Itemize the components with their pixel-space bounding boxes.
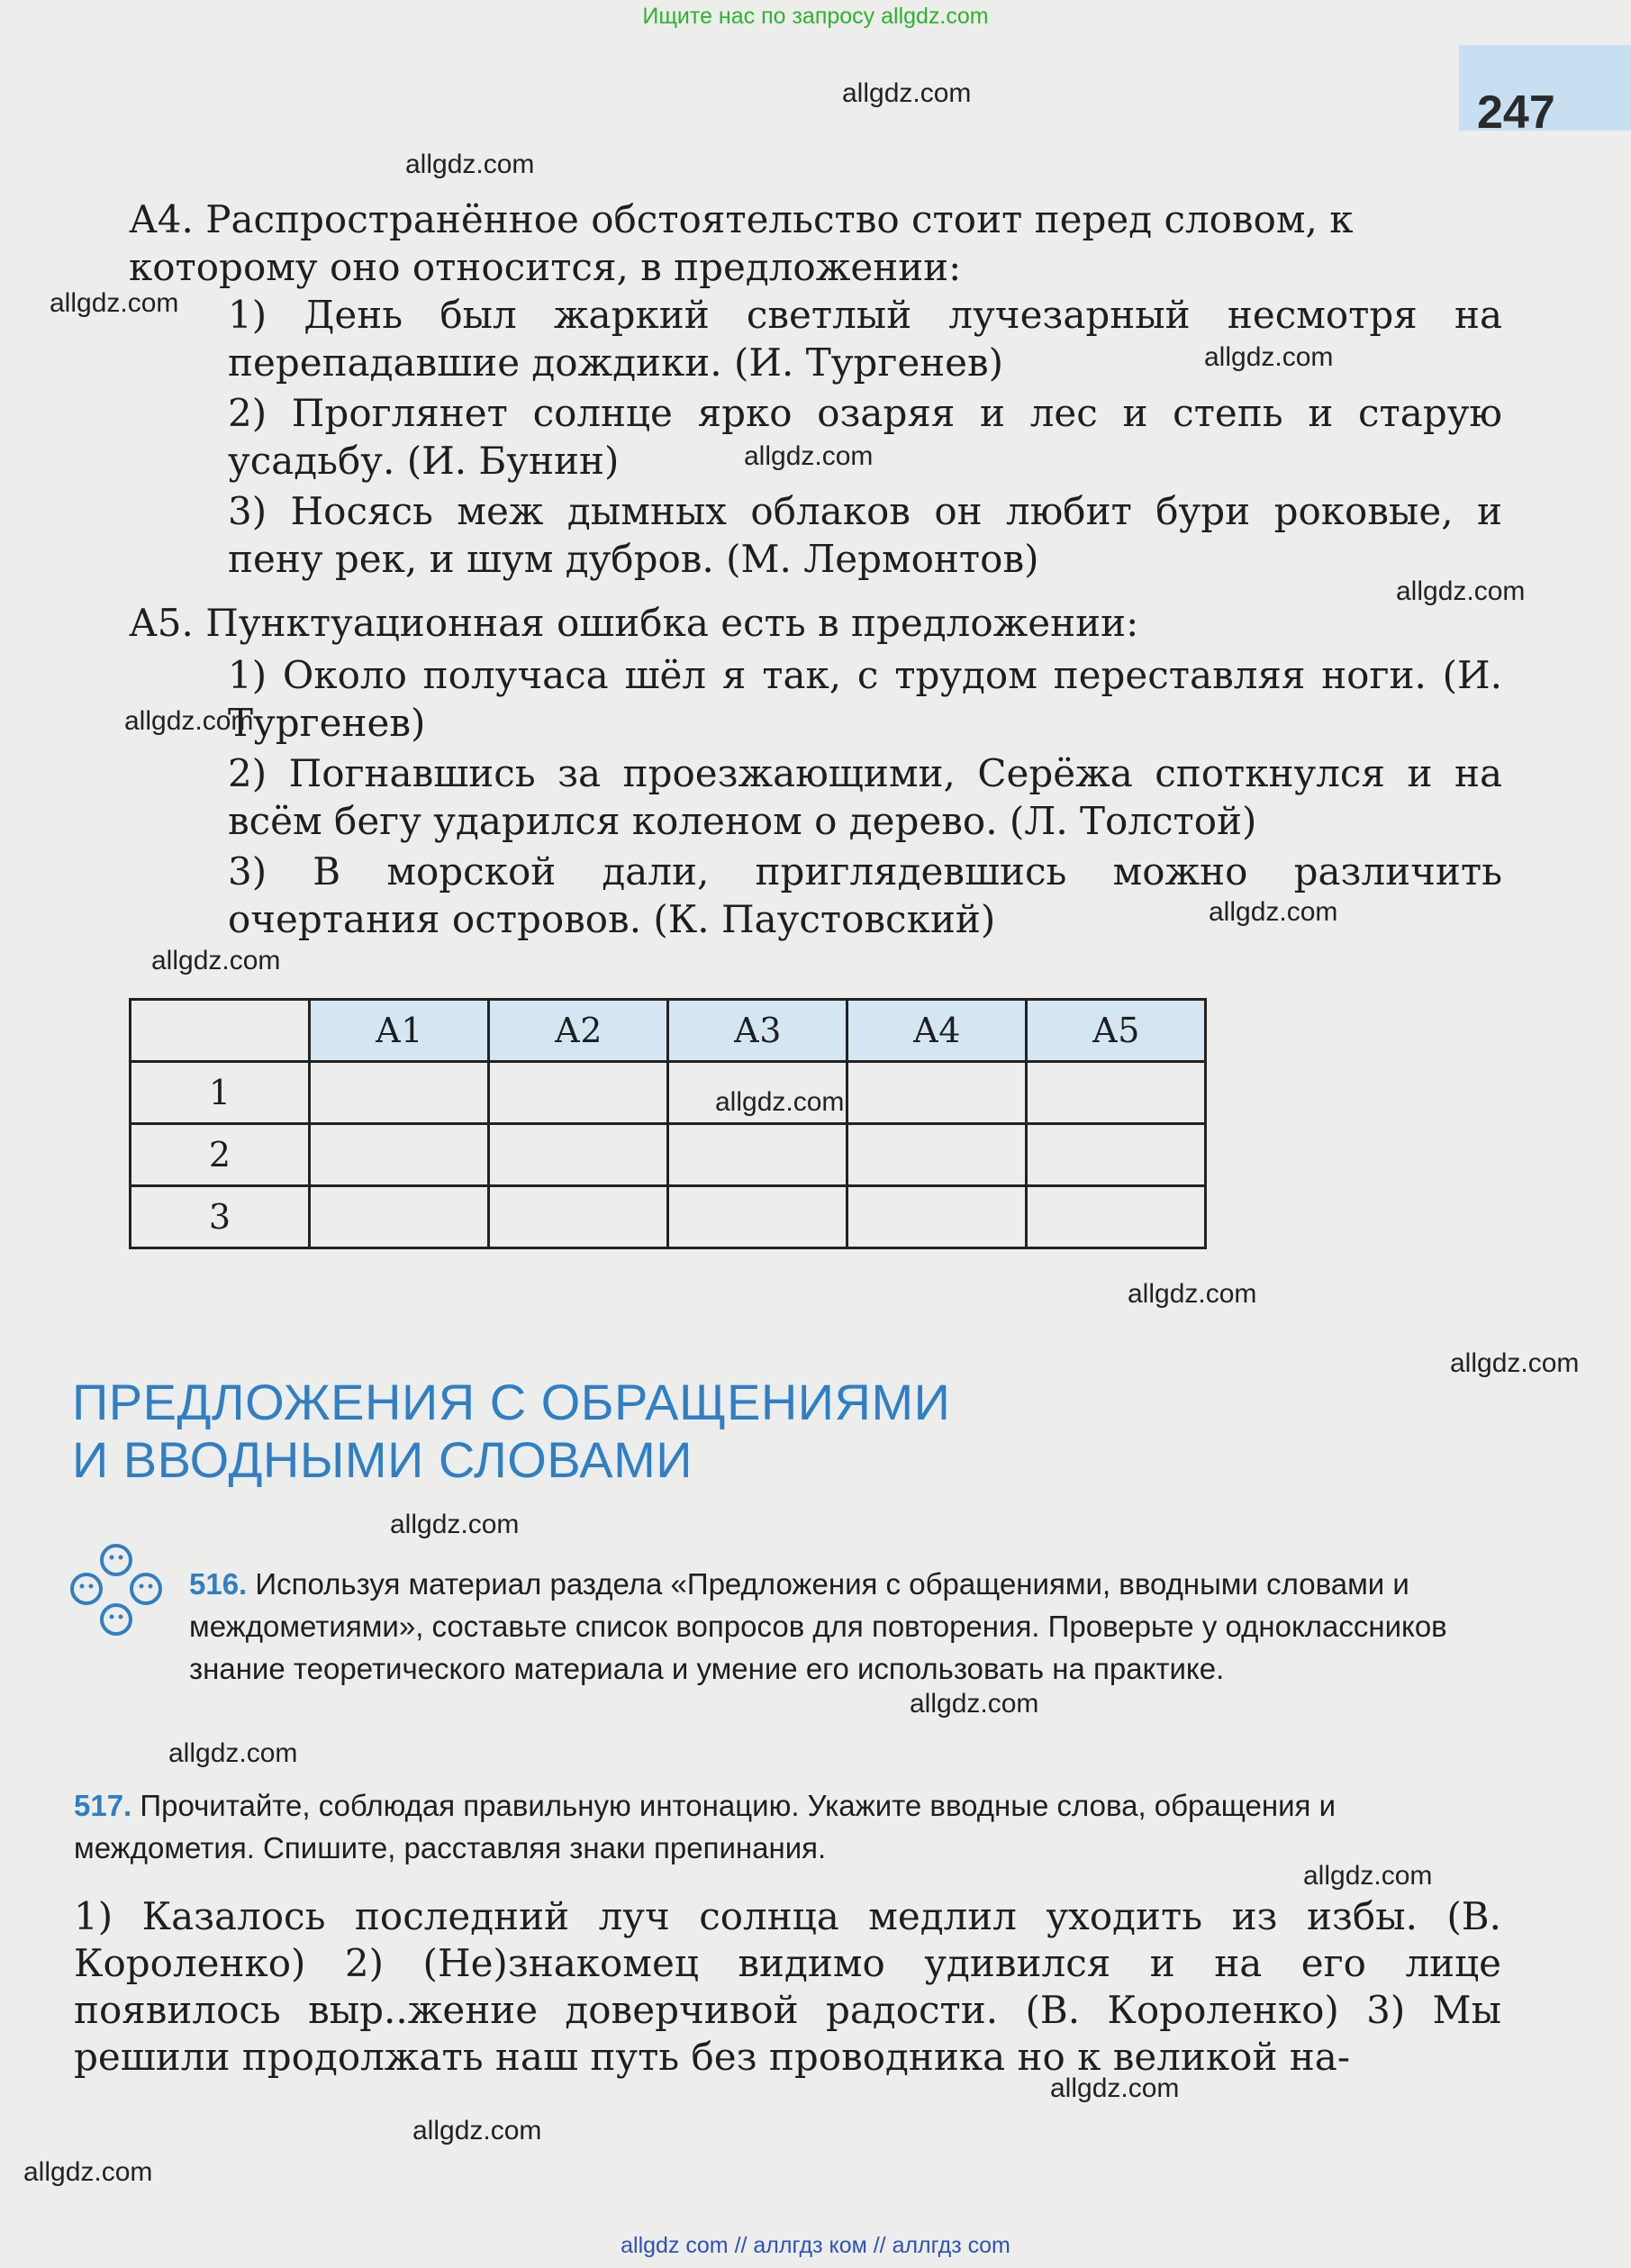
a5-option-2: 2) Погнавшись за проезжающими, Серёжа споткнулся и на всём бегу ударился коленом о дерево. (Л. Толстой) (228, 751, 1502, 843)
exercise-516-number: 516. (189, 1567, 248, 1601)
a5-question: А5. Пунктуационная ошибка есть в предложении: (129, 601, 1139, 645)
exercise-517-text: Прочитайте, соблюдая правильную интонацию. Укажите вводные слова, обращения и междометия. Спишите, расставляя знаки препинания. (74, 1789, 1337, 1864)
watermark: allgdz.com (1050, 2073, 1180, 2103)
watermark: allgdz.com (1204, 342, 1334, 372)
answer-cell[interactable] (847, 1062, 1027, 1124)
a5-option-1: 1) Около получаса шёл я так, с трудом переставляя ноги. (И. Тургенев) (228, 653, 1502, 745)
watermark: allgdz.com (405, 150, 535, 179)
group-work-icon (67, 1542, 166, 1641)
exercise-516 (189, 1563, 1504, 1690)
answer-cell[interactable] (847, 1124, 1027, 1186)
watermark: allgdz.com (744, 441, 874, 471)
answer-table-header-a1: А1 (310, 1000, 489, 1062)
answer-table-header-row (131, 1000, 1206, 1062)
page-number: 247 (1477, 86, 1555, 139)
answer-cell[interactable] (668, 1186, 847, 1248)
answer-table-corner-cell (131, 1000, 310, 1062)
watermark: allgdz.com (1396, 576, 1526, 606)
answer-cell[interactable] (1027, 1062, 1206, 1124)
answer-cell[interactable] (310, 1062, 489, 1124)
watermark: allgdz.com (1128, 1279, 1257, 1309)
watermark: allgdz.com (151, 946, 281, 975)
section-heading-line-2: И ВВОДНЫМИ СЛОВАМИ (72, 1431, 693, 1488)
a4-option-1: 1) День был жаркий светлый лучезарный несмотря на перепадавшие дождики. (И. Тургенев) (228, 293, 1502, 385)
section-heading (72, 1374, 950, 1489)
watermark: allgdz.com (23, 2157, 153, 2187)
watermark: allgdz.com (412, 2116, 542, 2146)
watermark: allgdz.com (1450, 1348, 1580, 1378)
answer-cell[interactable] (847, 1186, 1027, 1248)
answer-cell[interactable] (310, 1124, 489, 1186)
watermark: allgdz.com (168, 1738, 298, 1768)
answer-cell[interactable] (489, 1062, 668, 1124)
watermark: allgdz.com (50, 288, 179, 318)
answer-cell[interactable] (310, 1186, 489, 1248)
watermark: allgdz.com (910, 1689, 1039, 1719)
a4-question: А4. Распространённое обстоятельство стоит перед словом, к которому оно относится, в предложении: (129, 197, 1354, 289)
exercise-517 (74, 1784, 1504, 1869)
a4-option-2: 2) Проглянет солнце ярко озаряя и лес и степь и старую усадьбу. (И. Бунин) (228, 391, 1502, 483)
answer-cell[interactable] (1027, 1186, 1206, 1248)
a5-option-3: 3) В морской дали, приглядевшись можно различить очертания островов. (К. Паустовский) (228, 849, 1502, 941)
watermark: allgdz.com (124, 706, 254, 736)
answer-table-row-label: 3 (131, 1186, 310, 1248)
answer-cell[interactable] (489, 1186, 668, 1248)
answer-cell[interactable] (489, 1124, 668, 1186)
top-banner[interactable]: Ищите нас по запросу allgdz.com (642, 4, 989, 29)
answer-table-header-a2: А2 (489, 1000, 668, 1062)
watermark: allgdz.com (390, 1510, 520, 1539)
watermark: allgdz.com (1303, 1861, 1433, 1891)
watermark: allgdz.com (715, 1087, 845, 1117)
table-row (131, 1186, 1206, 1248)
watermark: allgdz.com (842, 78, 972, 108)
a4-option-3: 3) Носясь меж дымных облаков он любит бури роковые, и пену рек, и шум дубров. (М. Лермонтов) (228, 489, 1502, 581)
section-heading-line-1: ПРЕДЛОЖЕНИЯ С ОБРАЩЕНИЯМИ (72, 1374, 951, 1430)
exercise-517-body: 1) Казалось последний луч солнца медлил уходить из избы. (В. Короленко) 2) (Не)знакомец видимо удивился и на его лице появилось выр..жение доверчивой радости. (В. Короленко) 3) Мы решили продолжать наш путь без проводника но к великой на- (74, 1894, 1501, 2079)
table-row (131, 1062, 1206, 1124)
answer-table-header-a3: А3 (668, 1000, 847, 1062)
answer-cell[interactable] (668, 1124, 847, 1186)
answer-table-header-a4: А4 (847, 1000, 1027, 1062)
answer-table-row-label: 1 (131, 1062, 310, 1124)
watermark: allgdz.com (1209, 897, 1338, 927)
answer-table-row-label: 2 (131, 1124, 310, 1186)
answer-table (129, 998, 1207, 1249)
bottom-banner[interactable]: allgdz com // аллгдз ком // аллгдз com (621, 2233, 1010, 2258)
answer-cell[interactable] (1027, 1124, 1206, 1186)
exercise-516-text: Используя материал раздела «Предложения с обращениями, вводными словами и междометиями», составьте список вопросов для повторения. Проверьте у одноклассников знание теоретического материала и умение его использовать на практике. (189, 1567, 1447, 1685)
exercise-517-number: 517. (74, 1789, 132, 1822)
answer-table-header-a5: А5 (1027, 1000, 1206, 1062)
table-row (131, 1124, 1206, 1186)
